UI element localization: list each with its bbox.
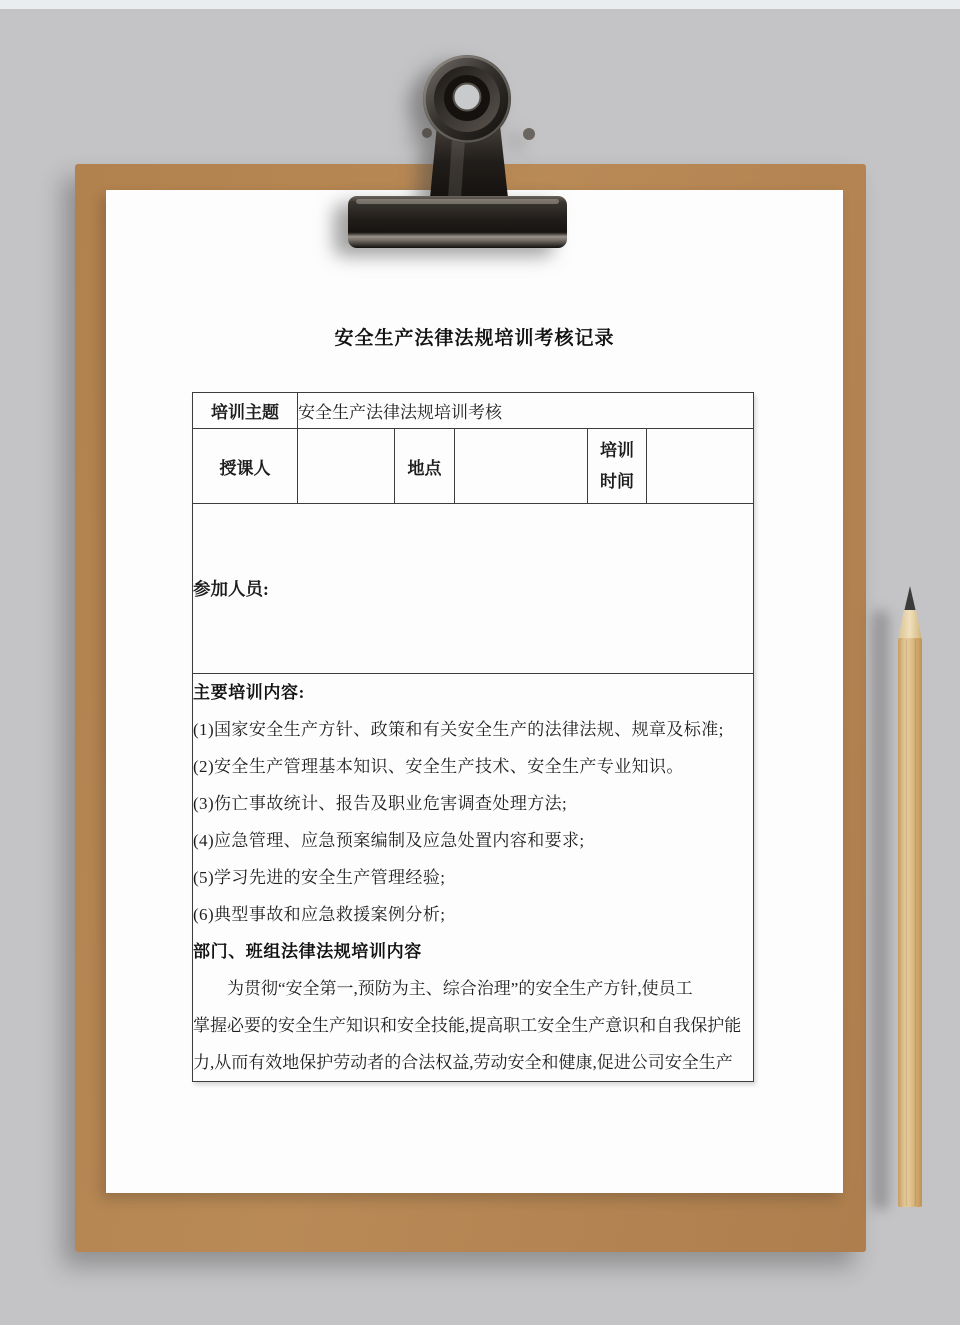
table-row: [193, 393, 754, 429]
table-row: [193, 674, 754, 1082]
document-paper: [106, 190, 843, 1193]
list-item: (5)学习先进的安全生产管理经验;: [193, 868, 446, 887]
sub-heading: 部门、班组法律法规培训内容: [193, 942, 422, 961]
table-row: [193, 429, 754, 504]
pencil-body: [898, 638, 922, 1207]
paragraph-line: 掌握必要的安全生产知识和安全技能,提高职工安全生产意识和自我保护能: [193, 1016, 742, 1035]
cell-participants: 参加人员:: [193, 504, 754, 674]
document-title: 安全生产法律法规培训考核记录: [334, 328, 615, 349]
cell-training-time-label: 培训 时间: [588, 429, 647, 504]
paragraph-line: 力,从而有效地保护劳动者的合法权益,劳动安全和健康,促进公司安全生产: [193, 1053, 733, 1072]
binder-clip: [325, 45, 590, 260]
main-content-heading: 主要培训内容:: [193, 683, 305, 702]
paragraph-line: 为贯彻“安全第一,预防为主、综合治理”的安全生产方针,使员工: [227, 979, 693, 998]
pencil: [860, 575, 940, 1220]
list-item: (2)安全生产管理基本知识、安全生产技术、安全生产专业知识。: [193, 757, 684, 776]
cell-location-label: 地点: [395, 429, 455, 504]
list-item: (3)伤亡事故统计、报告及职业危害调查处理方法;: [193, 794, 568, 813]
cell-training-topic-label: 培训主题: [193, 393, 298, 429]
cell-lecturer-label: 授课人: [193, 429, 298, 504]
pencil-wood-cone: [898, 610, 922, 640]
cell-main-content: [193, 674, 754, 1082]
cell-location-value: [455, 429, 588, 504]
clip-screw: [523, 128, 535, 140]
cell-lecturer-value: [298, 429, 395, 504]
list-item: (6)典型事故和应急救援案例分析;: [193, 905, 446, 924]
pencil-graphite-tip: [904, 586, 916, 612]
training-record-table: [192, 392, 753, 1079]
cell-training-time-value: [647, 429, 754, 504]
list-item: (1)国家安全生产方针、政策和有关安全生产的法律法规、规章及标准;: [193, 720, 724, 739]
top-strip: [0, 0, 960, 9]
cell-training-topic-value: 安全生产法律法规培训考核: [298, 393, 754, 429]
table-row: [193, 504, 754, 674]
list-item: (4)应急管理、应急预案编制及应急处置内容和要求;: [193, 831, 585, 850]
